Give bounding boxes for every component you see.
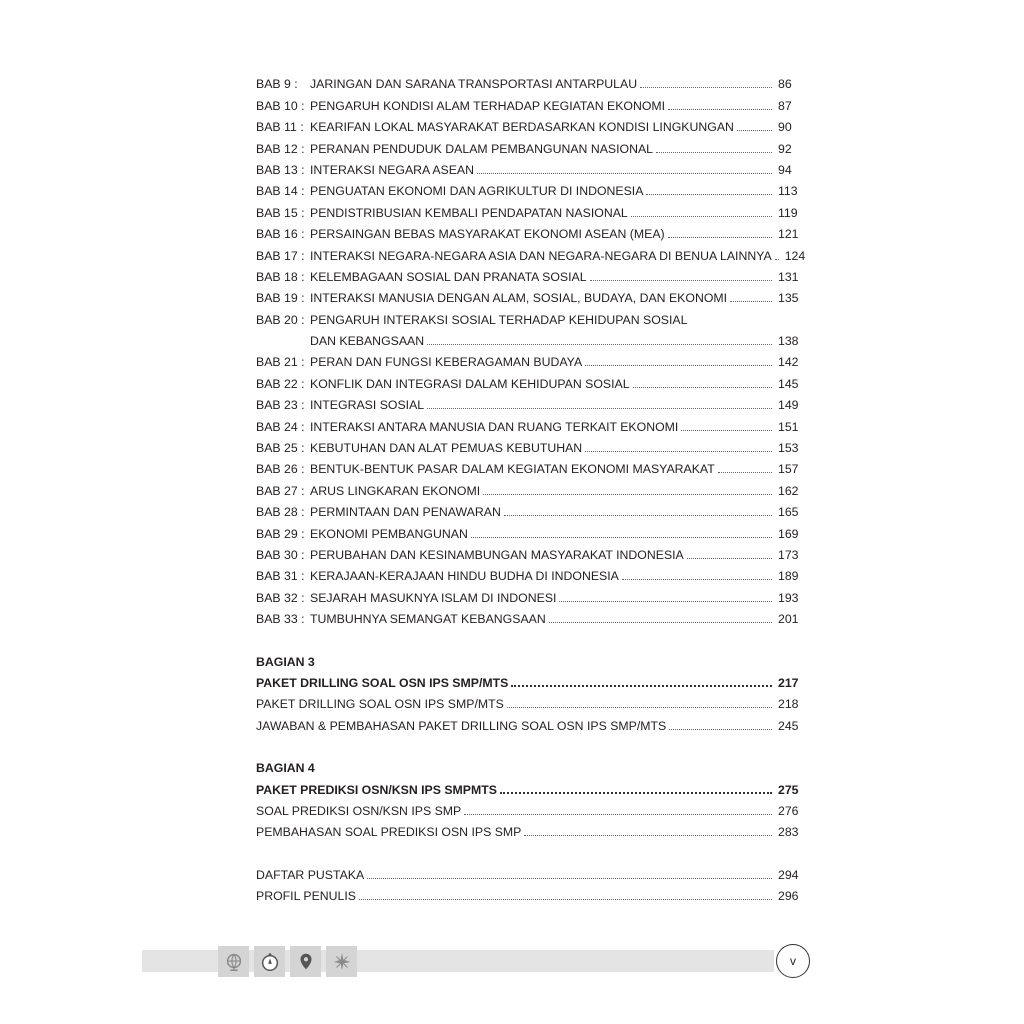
- dot-leader: [668, 237, 772, 238]
- entry-title: PERANAN PENDUDUK DALAM PEMBANGUNAN NASIONAL: [310, 141, 654, 156]
- dot-leader: [359, 899, 772, 900]
- page-ref: 145: [778, 376, 799, 391]
- dot-leader: [669, 729, 772, 730]
- toc-entry: [256, 520, 800, 541]
- dot-leader: [687, 558, 772, 559]
- toc-entry: [256, 135, 800, 156]
- entry-title: BENTUK-BENTUK PASAR DALAM KEGIATAN EKONOMI MASYARAKAT: [310, 462, 715, 477]
- entry-title: KONFLIK DAN INTEGRASI DALAM KEHIDUPAN SOSIAL: [310, 376, 630, 391]
- page-ref: 283: [778, 825, 799, 840]
- entry-title: DAFTAR PUSTAKA: [256, 867, 365, 882]
- page-ref: 94: [778, 162, 792, 177]
- page-ref: 193: [778, 590, 799, 605]
- toc-entry: [256, 178, 800, 199]
- entry-title: INTERAKSI NEGARA ASEAN: [310, 162, 475, 177]
- toc-entry: [256, 499, 800, 520]
- chapter-number: BAB 9 :: [256, 77, 298, 92]
- entry-title: PENGUATAN EKONOMI DAN AGRIKULTUR DI INDONESIA: [310, 184, 644, 199]
- dot-leader: [427, 408, 772, 409]
- dot-leader: [464, 814, 772, 815]
- dot-leader: [668, 109, 772, 110]
- entry-title: DAN KEBANGSAAN: [310, 334, 425, 349]
- page-ref: 153: [778, 441, 799, 456]
- toc-entry: [256, 199, 800, 220]
- page-ref: 276: [778, 803, 799, 818]
- chapter-number: BAB 23 :: [256, 398, 305, 413]
- dot-leader: [524, 835, 772, 836]
- globe-icon: [218, 946, 249, 977]
- toc-entry: [256, 114, 800, 135]
- toc-entry: [256, 71, 800, 92]
- dot-leader: [477, 173, 772, 174]
- page-ref: 201: [778, 612, 799, 627]
- page-ref: 149: [778, 398, 799, 413]
- toc-entry: [256, 883, 800, 904]
- dot-leader: [737, 130, 772, 131]
- page-ref: 218: [778, 697, 799, 712]
- toc-entry: [256, 712, 800, 733]
- entry-title: PENDISTRIBUSIAN KEMBALI PENDAPATAN NASIONAL: [310, 205, 628, 220]
- page-ref: 131: [778, 269, 799, 284]
- dot-leader: [633, 387, 772, 388]
- toc-entry: [256, 221, 800, 242]
- page-ref: 189: [778, 569, 799, 584]
- entry-title: SEJARAH MASUKNYA ISLAM DI INDONESI: [310, 590, 557, 605]
- toc-entry: [256, 370, 800, 391]
- toc-entry: [256, 285, 800, 306]
- entry-title: EKONOMI PEMBANGUNAN: [310, 526, 468, 541]
- chapter-number: BAB 19 :: [256, 291, 305, 306]
- toc-entry: [256, 92, 800, 113]
- dot-leader: [590, 280, 772, 281]
- entry-title: INTERAKSI MANUSIA DENGAN ALAM, SOSIAL, BUDAYA, DAN EKONOMI: [310, 291, 728, 306]
- page-ref: 124: [784, 248, 806, 263]
- entry-title: INTEGRASI SOSIAL: [310, 398, 425, 413]
- entry-title: PAKET PREDIKSI OSN/KSN IPS SMPMTS: [256, 782, 497, 797]
- section-main-entry: [256, 776, 800, 797]
- dot-leader: [681, 430, 772, 431]
- entry-title: INTERAKSI ANTARA MANUSIA DAN RUANG TERKAIT EKONOMI: [310, 419, 679, 434]
- dot-leader: [646, 194, 772, 195]
- entry-title: JARINGAN DAN SARANA TRANSPORTASI ANTARPULAU: [310, 77, 638, 92]
- toc-entry: [256, 798, 800, 819]
- entry-title: ARUS LINGKARAN EKONOMI: [310, 483, 481, 498]
- dot-leader: [656, 152, 772, 153]
- page-ref: 275: [778, 782, 799, 797]
- entry-title: SOAL PREDIKSI OSN/KSN IPS SMP: [256, 803, 462, 818]
- entry-title: KEARIFAN LOKAL MASYARAKAT BERDASARKAN KONDISI LINGKUNGAN: [310, 120, 734, 135]
- chapter-number: BAB 22 :: [256, 376, 305, 391]
- toc-entry: [256, 477, 800, 498]
- entry-title: PERUBAHAN DAN KESINAMBUNGAN MASYARAKAT INDONESIA: [310, 547, 684, 562]
- entry-title: PERAN DAN FUNGSI KEBERAGAMAN BUDAYA: [310, 355, 583, 370]
- map-pin-icon: [290, 946, 321, 977]
- toc-entry: [256, 691, 800, 712]
- page-ref: 142: [778, 355, 799, 370]
- chapter-number: BAB 17 :: [256, 248, 305, 263]
- page-ref: 119: [778, 205, 798, 220]
- star-icon: [326, 946, 357, 977]
- toc-entry: [256, 242, 806, 263]
- entry-title: PERMINTAAN DAN PENAWARAN: [310, 505, 501, 520]
- dot-leader: [367, 878, 772, 879]
- chapter-number: BAB 14 :: [256, 184, 305, 199]
- entry-title: PERSAINGAN BEBAS MASYARAKAT EKONOMI ASEAN (MEA): [310, 227, 665, 242]
- chapter-number: BAB 10 :: [256, 98, 305, 113]
- entry-title: PROFIL PENULIS: [256, 889, 356, 904]
- entry-title: PENGARUH INTERAKSI SOSIAL TERHADAP KEHIDUPAN SOSIAL: [310, 312, 688, 327]
- chapter-number: BAB 21 :: [256, 355, 305, 370]
- page-ref: 87: [778, 98, 792, 113]
- toc-entry: [256, 413, 800, 434]
- toc-entry-continued: [256, 328, 800, 349]
- dot-leader: [507, 707, 772, 708]
- toc-entry: [256, 861, 800, 882]
- page-ref: 113: [778, 184, 798, 199]
- toc-entry: [256, 456, 800, 477]
- chapter-number: BAB 26 :: [256, 462, 305, 477]
- dot-leader: [559, 601, 772, 602]
- page-ref: 90: [778, 120, 792, 135]
- chapter-number: BAB 18 :: [256, 269, 305, 284]
- page-ref: 296: [778, 889, 799, 904]
- section-title: BAGIAN 4: [256, 761, 315, 776]
- toc-entry: [256, 584, 800, 605]
- entry-title: TUMBUHNYA SEMANGAT KEBANGSAAN: [310, 612, 546, 627]
- chapter-number: BAB 28 :: [256, 505, 305, 520]
- toc-entry: [256, 392, 800, 413]
- chapter-number: BAB 16 :: [256, 227, 305, 242]
- chapter-number: BAB 32 :: [256, 590, 305, 605]
- toc-entry: [256, 819, 800, 840]
- page-ref: 162: [778, 483, 799, 498]
- entry-title: KERAJAAN-KERAJAAN HINDU BUDHA DI INDONESIA: [310, 569, 619, 584]
- page-ref: 92: [778, 141, 792, 156]
- chapter-number: BAB 31 :: [256, 569, 305, 584]
- dot-leader: [504, 515, 772, 516]
- chapter-number: BAB 13 :: [256, 162, 305, 177]
- entry-title: INTERAKSI NEGARA-NEGARA ASIA DAN NEGARA-NEGARA DI BENUA LAINNYA: [310, 248, 772, 263]
- chapter-number: BAB 29 :: [256, 526, 305, 541]
- toc-entry: [256, 542, 800, 563]
- chapter-number: BAB 30 :: [256, 547, 305, 562]
- section-heading: [256, 648, 800, 669]
- entry-title: PEMBAHASAN SOAL PREDIKSI OSN IPS SMP: [256, 825, 522, 840]
- dot-leader: [718, 472, 772, 473]
- entry-title: PENGARUH KONDISI ALAM TERHADAP KEGIATAN EKONOMI: [310, 98, 666, 113]
- dot-leader: [511, 685, 772, 687]
- chapter-number: BAB 15 :: [256, 205, 305, 220]
- page-ref: 245: [778, 718, 799, 733]
- chapter-number: BAB 25 :: [256, 441, 305, 456]
- dot-leader: [471, 537, 772, 538]
- dot-leader: [775, 259, 779, 260]
- table-of-contents: [256, 71, 806, 904]
- chapter-number: BAB 24 :: [256, 419, 305, 434]
- dot-leader: [730, 301, 772, 302]
- chapter-number: BAB 20 :: [256, 312, 305, 327]
- toc-entry: [256, 435, 800, 456]
- dot-leader: [640, 87, 772, 88]
- page-ref: 165: [778, 505, 799, 520]
- page-ref: 151: [778, 419, 799, 434]
- entry-title: KEBUTUHAN DAN ALAT PEMUAS KEBUTUHAN: [310, 441, 583, 456]
- section-title: BAGIAN 3: [256, 654, 315, 669]
- page-ref: 86: [778, 77, 792, 92]
- toc-entry: [256, 306, 800, 327]
- page-ref: 294: [778, 867, 799, 882]
- page-number-label: v: [790, 954, 796, 968]
- page-ref: 121: [778, 227, 799, 242]
- dot-leader: [631, 216, 772, 217]
- page-ref: 173: [778, 547, 799, 562]
- toc-entry: [256, 349, 800, 370]
- entry-title: PAKET DRILLING SOAL OSN IPS SMP/MTS: [256, 675, 509, 690]
- page-ref: 157: [778, 462, 799, 477]
- chapter-number: BAB 33 :: [256, 612, 305, 627]
- toc-entry: [256, 157, 800, 178]
- chapter-number: BAB 11 :: [256, 120, 304, 135]
- dot-leader: [500, 792, 772, 794]
- compass-icon: [254, 946, 285, 977]
- dot-leader: [622, 579, 772, 580]
- entry-title: KELEMBAGAAN SOSIAL DAN PRANATA SOSIAL: [310, 269, 587, 284]
- dot-leader: [427, 344, 772, 345]
- dot-leader: [585, 365, 772, 366]
- dot-leader: [483, 494, 772, 495]
- toc-entry: [256, 563, 800, 584]
- section-main-entry: [256, 670, 800, 691]
- section-heading: [256, 755, 800, 776]
- page-ref: 135: [778, 291, 799, 306]
- toc-entry: [256, 264, 800, 285]
- entry-title: JAWABAN & PEMBAHASAN PAKET DRILLING SOAL OSN IPS SMP/MTS: [256, 718, 667, 733]
- entry-title: PAKET DRILLING SOAL OSN IPS SMP/MTS: [256, 697, 504, 712]
- chapter-number: BAB 12 :: [256, 141, 305, 156]
- page-number: [776, 944, 810, 978]
- dot-leader: [549, 622, 772, 623]
- page-ref: 217: [778, 675, 799, 690]
- page-ref: 169: [778, 526, 799, 541]
- chapter-number: BAB 27 :: [256, 483, 305, 498]
- toc-entry: [256, 606, 800, 627]
- dot-leader: [585, 451, 772, 452]
- page-ref: 138: [778, 334, 799, 349]
